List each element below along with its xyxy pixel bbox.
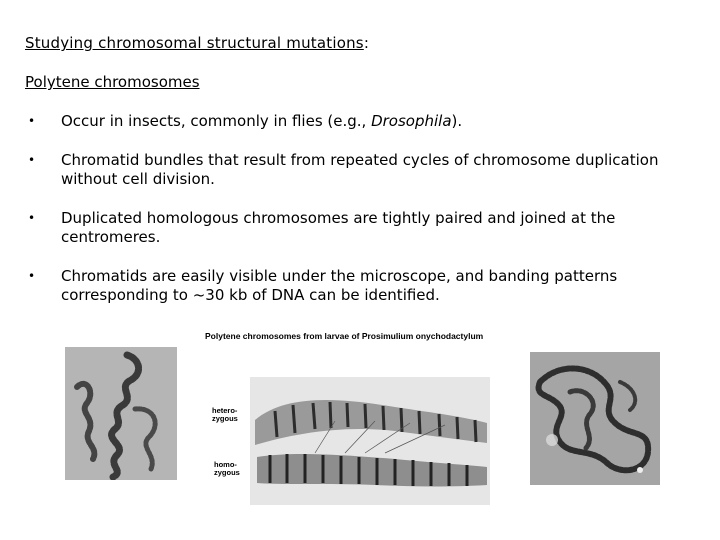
slide-title-colon: :: [363, 34, 370, 52]
bullet-item: [25, 112, 695, 131]
slide-title-text: Studying chromosomal structural mutations: [25, 34, 364, 52]
bullet-item: [25, 151, 695, 189]
bullet-text: Chromatids are easily visible under the microscope, and banding patterns corresponding to ~30 kb of DNA can be identified.: [61, 267, 618, 304]
bullet-dot: •: [28, 211, 36, 225]
slide-title: [25, 34, 369, 52]
micrograph-left: [65, 347, 177, 480]
bullet-dot: •: [28, 114, 36, 128]
bullet-item: [25, 209, 695, 247]
label-homozygous: homo- zygous: [214, 460, 240, 477]
label-heterozygous: hetero- zygous: [212, 406, 238, 423]
bullet-list: [25, 112, 695, 325]
figure-caption: Polytene chromosomes from larvae of Prosimulium onychodactylum: [205, 331, 484, 341]
bullet-text: Chromatid bundles that result from repeated cycles of chromosome duplication without cell division.: [61, 151, 659, 188]
bullet-dot: •: [28, 153, 36, 167]
bullet-text: Occur in insects, commonly in flies (e.g.,: [61, 112, 372, 130]
figure-polytene: [195, 325, 495, 505]
slide-subtitle: Polytene chromosomes: [25, 73, 200, 91]
bullet-item: [25, 267, 695, 305]
bullet-italic: Drosophila: [371, 112, 452, 130]
bullet-text-end: ).: [451, 112, 463, 130]
micrograph-right: [530, 352, 660, 485]
bullet-text: Duplicated homologous chromosomes are tightly paired and joined at the centromeres.: [61, 209, 616, 246]
bullet-dot: •: [28, 269, 36, 283]
